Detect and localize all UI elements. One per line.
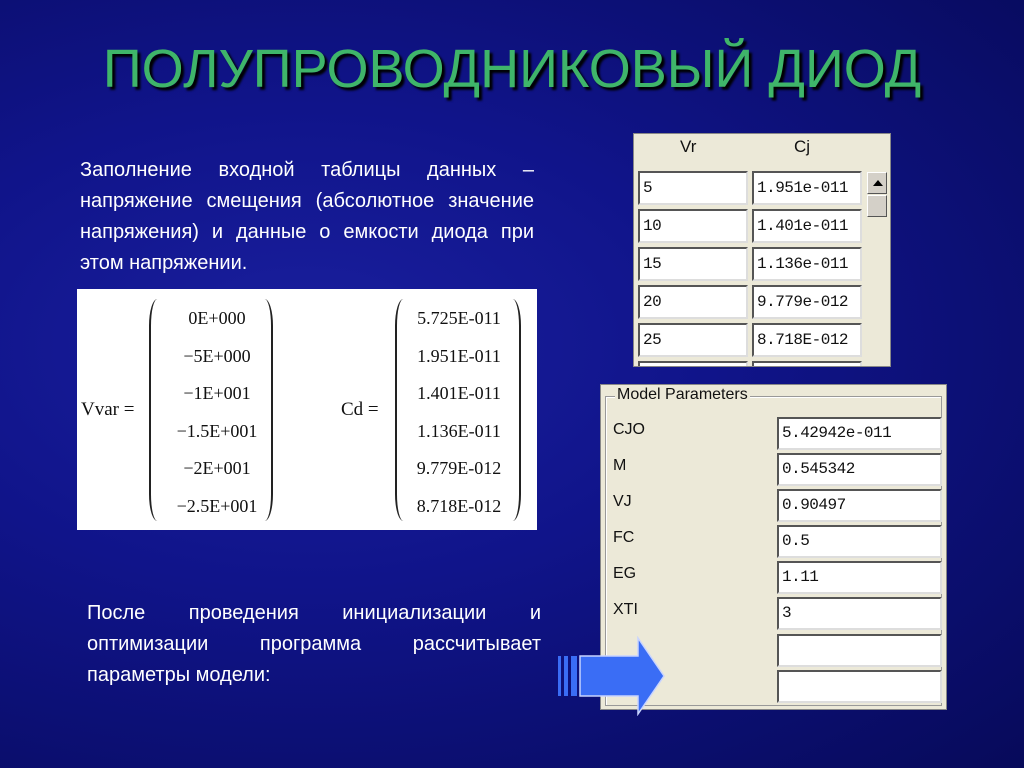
vvar-value: −1.5E+001 xyxy=(176,420,258,441)
param-label-cjo: CJO xyxy=(613,421,645,438)
param-label-eg: EG xyxy=(613,565,637,582)
cj-cell[interactable]: 9.779e-012 xyxy=(752,285,862,319)
param-label-fc: FC xyxy=(613,529,635,546)
param-label-vj: VJ xyxy=(613,493,632,510)
vr-cell[interactable]: 10 xyxy=(638,209,748,243)
cd-value: 5.725E-011 xyxy=(417,308,501,328)
cj-cell[interactable]: 1.401e-011 xyxy=(752,209,862,243)
param-field-m[interactable]: 0.545342 xyxy=(777,453,942,486)
cd-value: 8.718E-012 xyxy=(416,495,502,516)
input-data-table xyxy=(633,133,891,367)
group-title: Model Parameters xyxy=(617,386,748,403)
vvar-label: Vvar = xyxy=(81,399,135,420)
scroll-up-arrow-icon[interactable] xyxy=(867,172,887,194)
param-field-cjo[interactable]: 5.42942e-011 xyxy=(777,417,942,450)
param-label-m: M xyxy=(613,457,627,474)
param-field-fc[interactable]: 0.5 xyxy=(777,525,942,558)
cj-cell[interactable]: 8.718E-012 xyxy=(752,323,862,357)
cd-label: Cd = xyxy=(341,399,379,420)
cj-cell[interactable]: 1.136e-011 xyxy=(752,247,862,281)
vvar-right-paren xyxy=(259,299,273,521)
intro-paragraph: Заполнение входной таблицы данных – напряжение смещения (абсолютное значение напряжения) и данные о емкости диода при этом напряжении. xyxy=(80,159,534,274)
param-field-xti[interactable]: 3 xyxy=(777,597,942,630)
param-field-empty[interactable] xyxy=(777,670,942,703)
slide-title: ПОЛУПРОВОДНИКОВЫЙ ДИОД xyxy=(102,39,922,99)
right-arrow-icon xyxy=(556,636,666,716)
result-paragraph: После проведения инициализации и оптимизации программа рассчитывает параметры модели: xyxy=(87,602,541,686)
vr-cell[interactable]: 25 xyxy=(638,323,748,357)
column-header-vr: Vr xyxy=(680,137,697,156)
param-field-vj[interactable]: 0.90497 xyxy=(777,489,942,522)
param-label-xti: XTI xyxy=(613,601,638,618)
vr-cell[interactable]: 20 xyxy=(638,285,748,319)
vvar-value: −2.5E+001 xyxy=(176,495,258,516)
cd-right-paren xyxy=(507,299,521,521)
cj-cell-partial[interactable] xyxy=(752,361,862,367)
param-field-eg[interactable]: 1.11 xyxy=(777,561,942,594)
cd-value: 1.401E-011 xyxy=(417,383,501,403)
matrix-equations-image xyxy=(77,289,537,530)
vr-cell[interactable]: 5 xyxy=(638,171,748,205)
cd-value: 9.779E-012 xyxy=(416,458,502,478)
scrollbar-thumb[interactable] xyxy=(867,195,887,217)
vr-cell[interactable]: 15 xyxy=(638,247,748,281)
vvar-value: 0E+000 xyxy=(188,308,246,328)
column-header-cj: Cj xyxy=(794,137,811,156)
cd-value: 1.951E-011 xyxy=(417,345,501,366)
vr-cell-partial[interactable] xyxy=(638,361,748,367)
vvar-value: −2E+001 xyxy=(183,458,251,478)
param-field-empty[interactable] xyxy=(777,634,942,667)
cj-cell[interactable]: 1.951e-011 xyxy=(752,171,862,205)
cd-column xyxy=(403,307,515,532)
vvar-value: −1E+001 xyxy=(183,383,251,403)
cd-value: 1.136E-011 xyxy=(417,420,501,441)
vvar-value: −5E+000 xyxy=(183,345,251,366)
